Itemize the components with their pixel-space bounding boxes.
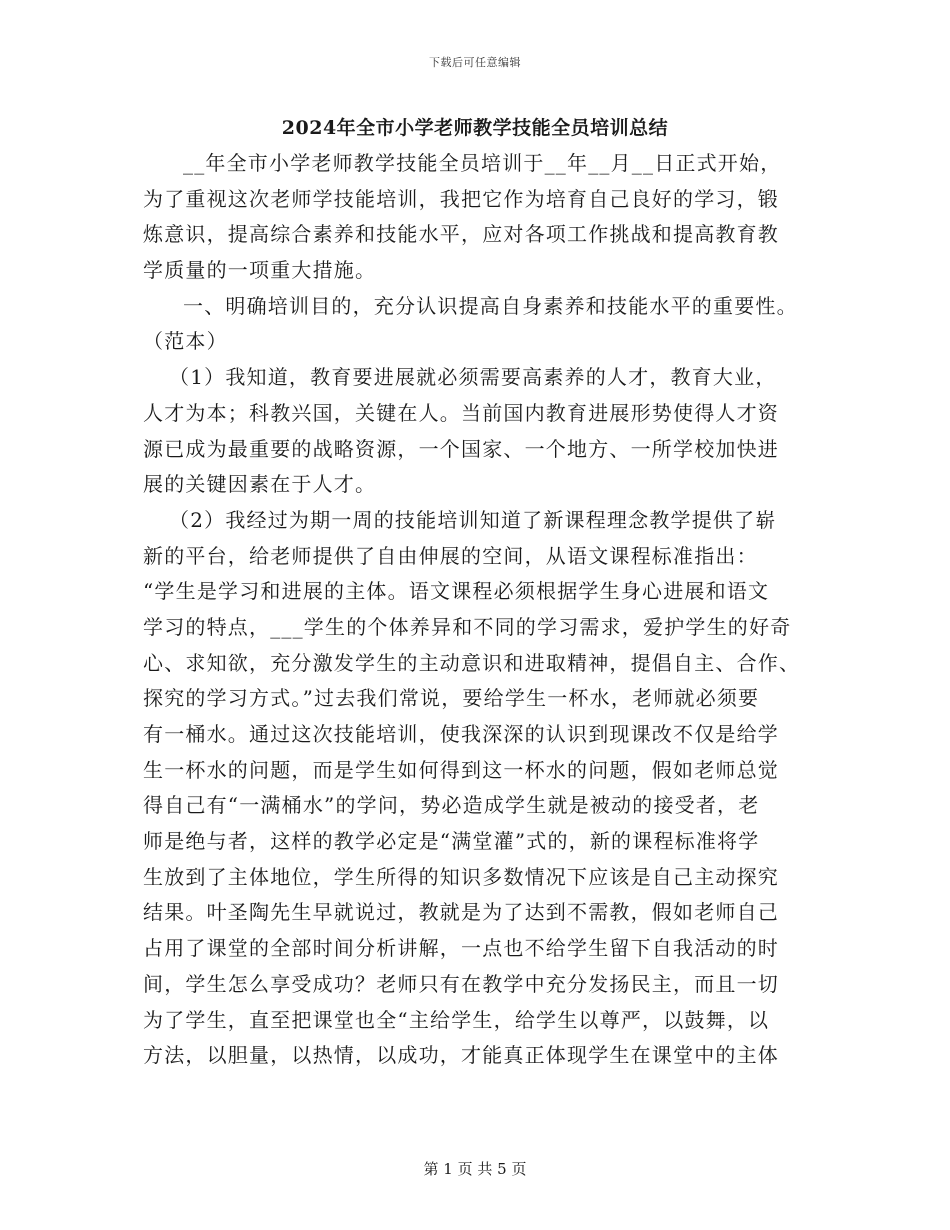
body-line: 为了重视这次老师学技能培训，我把它作为培育自己良好的学习，锻	[143, 186, 779, 211]
body-line: 学质量的一项重大措施。	[143, 258, 377, 283]
body-line: 炼意识，提高综合素养和技能水平，应对各项工作挑战和提高教育教	[143, 222, 779, 247]
body-line: 占用了课堂的全部时间分析讲解，一点也不给学生留下自我活动的时	[143, 936, 779, 961]
body-line: 师是绝与者，这样的教学必定是“满堂灌”式的，新的课程标准将学	[143, 829, 760, 854]
body-line: （2）我经过为期一周的技能培训知道了新课程理念教学提供了崭	[169, 507, 777, 532]
body-line: 心、求知欲，充分激发学生的主动意识和进取精神，提倡自主、合作、	[143, 650, 801, 675]
body-line: 新的平台，给老师提供了自由伸展的空间，从语文课程标准指出：	[143, 543, 758, 568]
document-title: 2024年全市小学老师教学技能全员培训总结	[281, 117, 669, 139]
section-heading: 一、明确培训目的，充分认识提高自身素养和技能水平的重要性。	[183, 293, 798, 318]
body-line: 得自己有“一满桶水”的学问，势必造成学生就是被动的接受者，老	[143, 793, 760, 818]
body-line: 生一杯水的问题，而是学生如何得到这一杯水的问题，假如老师总觉	[143, 757, 779, 782]
body-line: 结果。叶圣陶先生早就说过，教就是为了达到不需教，假如老师自己	[143, 900, 779, 925]
body-line: （范本）	[143, 329, 228, 354]
body-line: 学习的特点，___学生的个体养异和不同的学习需求，爱护学生的好奇	[143, 614, 792, 639]
body-line: （1）我知道，教育要进展就必须需要高素养的人才，教育大业，	[169, 365, 777, 390]
body-line: 源已成为最重要的战略资源，一个国家、一个地方、一所学校加快进	[143, 436, 779, 461]
body-line: __年全市小学老师教学技能全员培训于__年__月__日正式开始，	[183, 151, 782, 175]
body-line: 有一桶水。通过这次技能培训，使我深深的认识到现课改不仅是给学	[143, 722, 779, 746]
body-line: “学生是学习和进展的主体。语文课程必须根据学生身心进展和语文	[143, 579, 770, 604]
header-note: 下载后可任意编辑	[429, 56, 521, 69]
body-line: 探究的学习方式。”过去我们常说，要给学生一杯水，老师就必须要	[143, 686, 760, 711]
document-body	[143, 146, 813, 1074]
page-number: 第 1 页 共 5 页	[423, 1160, 527, 1178]
body-line: 展的关键因素在于人才。	[143, 472, 377, 497]
body-line: 间，学生怎么享受成功？老师只有在教学中充分发扬民主，而且一切	[143, 971, 779, 996]
body-line: 人才为本；科教兴国，关键在人。当前国内教育进展形势使得人才资	[143, 400, 779, 425]
body-line: 生放到了主体地位，学生所得的知识多数情况下应该是自己主动探究	[143, 864, 779, 889]
body-line: 方法，以胆量，以热情，以成功，才能真正体现学生在课堂中的主体	[143, 1043, 779, 1068]
body-line: 为了学生，直至把课堂也全“主给学生，给学生以尊严，以鼓舞，以	[143, 1007, 770, 1032]
